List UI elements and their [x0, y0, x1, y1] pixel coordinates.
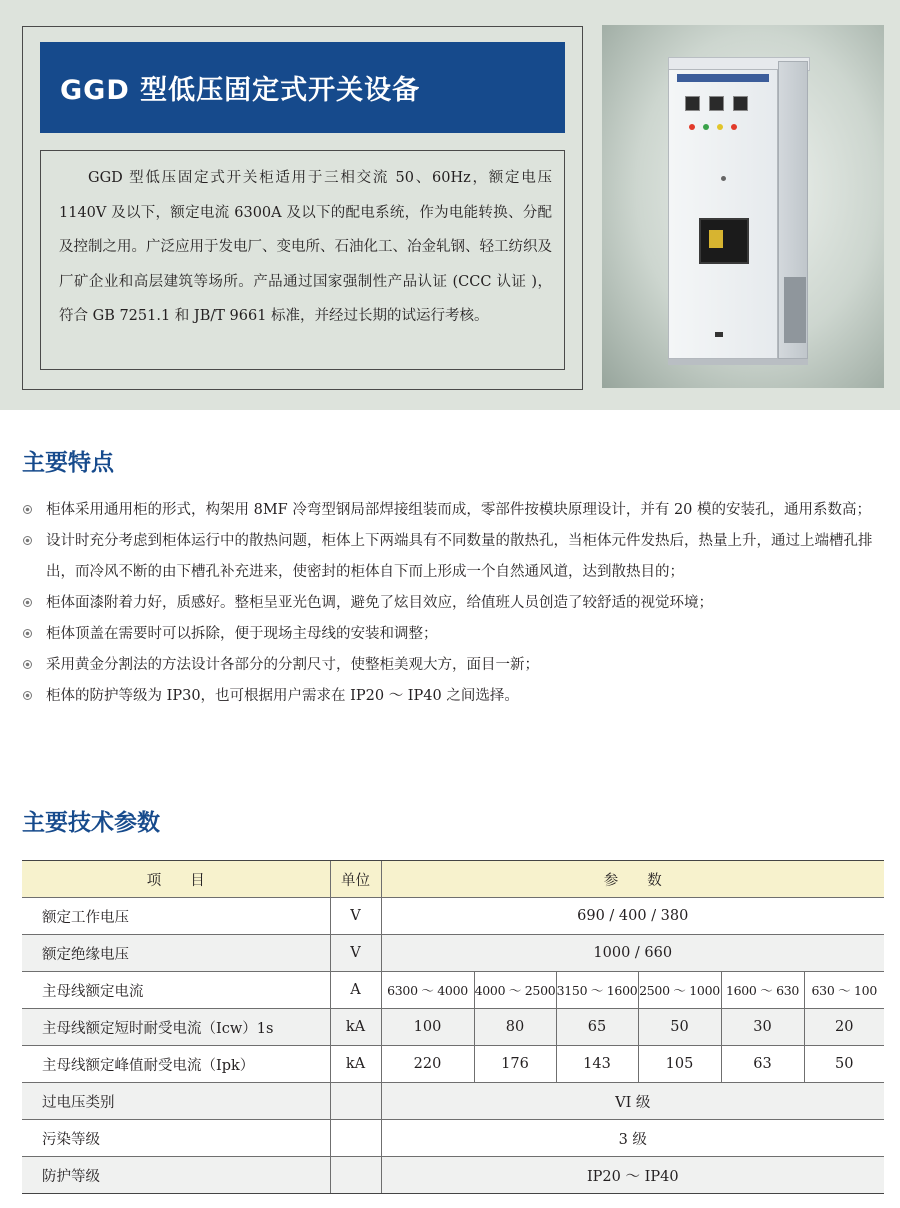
door-handle-icon: [715, 332, 723, 337]
breaker-icon: [699, 218, 749, 264]
row-value: 50: [804, 1046, 884, 1083]
circle-bullet-icon: [23, 505, 32, 514]
indicator-lamp-icon: [689, 124, 695, 130]
knob-icon: [721, 176, 726, 181]
list-item: [22, 650, 886, 681]
feature-text: 采用黄金分割法的方法设计各部分的分割尺寸，使整柜美观大方，面目一新；: [46, 657, 539, 673]
feature-text: 柜体面漆附着力好，质感好。整柜呈亚光色调，避免了炫目效应，给值班人员创造了较舒适的视觉环境；: [46, 595, 713, 611]
row-value: 65: [556, 1009, 638, 1046]
row-value: 30: [721, 1009, 804, 1046]
row-value: 105: [638, 1046, 721, 1083]
features-heading: 主要特点: [22, 450, 114, 476]
row-value: 50: [638, 1009, 721, 1046]
column-header-param: 参 数: [381, 861, 884, 898]
table-row: [22, 1046, 884, 1083]
table-row: [22, 972, 884, 1009]
feature-text: 柜体的防护等级为 IP30，也可根据用户需求在 IP20 ～ IP40 之间选择。: [46, 688, 519, 704]
row-unit: A: [330, 972, 381, 1009]
row-item: 主母线额定电流: [22, 972, 330, 1009]
table-row: [22, 935, 884, 972]
row-value: 3150 ～ 1600: [556, 972, 638, 1009]
row-value: 1000 / 660: [381, 935, 884, 972]
specs-heading: 主要技术参数: [22, 810, 160, 836]
circle-bullet-icon: [23, 536, 32, 545]
row-value: 3 级: [381, 1120, 884, 1157]
list-item: [22, 588, 886, 619]
cabinet-vent-bottom: [784, 277, 806, 343]
row-value: 143: [556, 1046, 638, 1083]
row-item: 额定工作电压: [22, 898, 330, 935]
breaker-face: [709, 230, 723, 248]
row-value: 690 / 400 / 380: [381, 898, 884, 935]
row-item: 额定绝缘电压: [22, 935, 330, 972]
switchgear-cabinet-photo: [602, 25, 884, 388]
meter-icon: [685, 96, 700, 111]
list-item: [22, 526, 886, 588]
indicator-lamp-icon: [703, 124, 709, 130]
row-unit: V: [330, 898, 381, 935]
table-header-row: [22, 861, 884, 898]
row-item: 污染等级: [22, 1120, 330, 1157]
table-row: [22, 1009, 884, 1046]
cabinet-nameplate: [677, 74, 769, 82]
feature-text: 柜体顶盖在需要时可以拆除，便于现场主母线的安装和调整；: [46, 626, 438, 642]
feature-text: 柜体采用通用柜的形式，构架用 8MF 冷弯型钢局部焊接组装而成，零部件按模块原理设计，并有 20 模的安装孔，通用系数高；: [46, 502, 872, 518]
row-unit: [330, 1120, 381, 1157]
row-item: 主母线额定短时耐受电流（Icw）1s: [22, 1009, 330, 1046]
row-value: 630 ～ 100: [804, 972, 884, 1009]
row-value: 4000 ～ 2500: [474, 972, 556, 1009]
cabinet-base: [668, 359, 808, 365]
row-value: IP20 ～ IP40: [381, 1157, 884, 1194]
row-unit: kA: [330, 1009, 381, 1046]
row-unit: V: [330, 935, 381, 972]
row-value: 2500 ～ 1000: [638, 972, 721, 1009]
row-value: 20: [804, 1009, 884, 1046]
intro-box: [40, 150, 565, 370]
meter-icon: [709, 96, 724, 111]
circle-bullet-icon: [23, 598, 32, 607]
feature-text: 设计时充分考虑到柜体运行中的散热问题，柜体上下两端具有不同数量的散热孔，当柜体元件发热后，热量上升，通过上端槽孔排出，而冷风不断的由下槽孔补充进来，使密封的柜体自下而上形成一个自然通风道，达到散热目的；: [46, 533, 873, 580]
row-value: 176: [474, 1046, 556, 1083]
row-value: 6300 ～ 4000: [381, 972, 474, 1009]
row-value: 1600 ～ 630: [721, 972, 804, 1009]
row-item: 防护等级: [22, 1157, 330, 1194]
row-unit: kA: [330, 1046, 381, 1083]
table-row: [22, 898, 884, 935]
column-header-unit: 单位: [330, 861, 381, 898]
indicator-lamp-icon: [731, 124, 737, 130]
row-item: 主母线额定峰值耐受电流（Ipk）: [22, 1046, 330, 1083]
row-value: 80: [474, 1009, 556, 1046]
table-row: [22, 1083, 884, 1120]
page-title: GGD 型低压固定式开关设备: [60, 75, 421, 106]
intro-paragraph: GGD 型低压固定式开关柜适用于三相交流 50、60Hz，额定电压 1140V 及以下，额定电流 6300A 及以下的配电系统，作为电能转换、分配及控制之用。广泛应用于发电厂、变电所、石油化工、冶金轧钢、轻工纺织及厂矿企业和高层建筑等场所。产品通过国家强制性产品认证 (CCC 认证 )，符合 GB 7251.1 和 JB/T 9661 标准，并经过长期的试运行考核。: [59, 170, 552, 324]
circle-bullet-icon: [23, 660, 32, 669]
row-value: VI 级: [381, 1083, 884, 1120]
list-item: [22, 619, 886, 650]
row-value: 220: [381, 1046, 474, 1083]
list-item: [22, 495, 886, 526]
cabinet-front: [668, 69, 778, 359]
row-item: 过电压类别: [22, 1083, 330, 1120]
circle-bullet-icon: [23, 691, 32, 700]
table-row: [22, 1157, 884, 1194]
table-row: [22, 1120, 884, 1157]
circle-bullet-icon: [23, 629, 32, 638]
meter-icon: [733, 96, 748, 111]
specs-table: [22, 860, 884, 1194]
row-value: 100: [381, 1009, 474, 1046]
row-unit: [330, 1083, 381, 1120]
indicator-lamp-icon: [717, 124, 723, 130]
column-header-item: 项 目: [22, 861, 330, 898]
row-unit: [330, 1157, 381, 1194]
list-item: [22, 681, 886, 712]
row-value: 63: [721, 1046, 804, 1083]
features-list: [22, 495, 886, 712]
title-bar: [40, 42, 565, 133]
